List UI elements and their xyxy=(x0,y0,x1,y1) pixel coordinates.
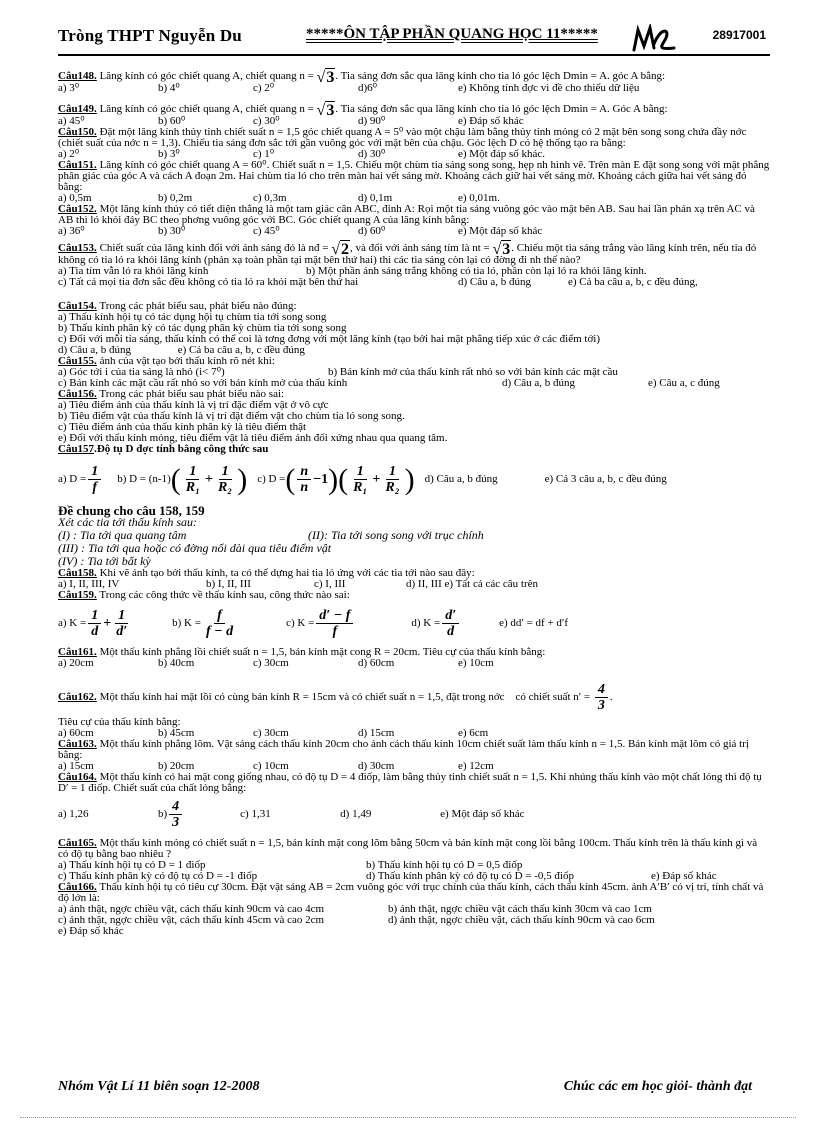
content-area xyxy=(58,68,770,937)
option-line: b) Tiêu điểm vật của thấu kính là vị trí đặt điểm vật cho chùm tia ló song song. xyxy=(58,410,405,422)
option-b: b) Bán kính mở của thấu kính rất nhỏ so với bán kính các mặt cầu xyxy=(328,366,618,378)
question-tail: . xyxy=(609,690,613,703)
option-a: a) 45⁰ xyxy=(58,115,85,127)
options-row xyxy=(58,226,770,237)
paren-close: ) xyxy=(328,462,339,496)
question-text-2: . Tia sáng đơn sắc qua lăng kính cho tia ló góc lệch Dmin = A. Góc A bằng: xyxy=(335,103,668,115)
option-c: c) 10cm xyxy=(253,760,289,772)
option-c: c) Tất cả mọi tia đơn sắc đều không có tia ló ra khỏi mặt bên thứ hai xyxy=(58,276,359,288)
option-a: a) Thấu kính hội tụ có D = 1 điốp xyxy=(58,859,206,871)
page-footer xyxy=(58,1077,770,1101)
question-161 xyxy=(58,647,770,669)
option-c: c) 1⁰ xyxy=(253,148,275,160)
option-b: b) 3⁰ xyxy=(158,148,180,160)
option-b: b) ảnh thật, ngợc chiều vật cách thấu kính 30cm và cao 1cm xyxy=(388,903,652,915)
option-e: e) 6cm xyxy=(458,727,489,739)
school-name: Tròng THPT Nguyễn Du xyxy=(58,26,242,45)
ray-i: (I) : Tia tới qua quang tâm xyxy=(58,528,187,542)
question-label: Câu154. xyxy=(58,300,97,312)
paren-open: ( xyxy=(338,462,349,496)
sqrt-symbol: √3 xyxy=(492,241,511,258)
option-line: a) Thấu kính hội tụ có tác dụng hội tụ chùm tia tới song song xyxy=(58,311,327,323)
question-text: Một thấu kính mỏng có chiết suất n = 1,5, bán kính mặt cong lõm bằng 50cm và bán kính mặt cong lồi bằng 100cm. Thấu kính trên là thấu kính gì và có độ tụ bằng bao nhiêu ? xyxy=(58,837,758,860)
option-e: e) Cả 3 câu a, b, c đều đúng xyxy=(544,472,667,485)
option-b: b) Thấu kính hội tụ có D = 0,5 điốp xyxy=(366,859,523,871)
option-b: b) K = xyxy=(172,616,201,629)
option-d: d) 1,49 xyxy=(340,807,372,820)
fraction-f-over-f-minus-d: $\frac{f}{f - d}$ xyxy=(205,607,234,639)
question-text: Trong các phát biểu sau phát biểu nào sai: xyxy=(96,388,285,400)
option-e: e) Không tính đợc vì đề cho thiếu dữ liệu xyxy=(458,82,640,94)
question-label: Câu153. xyxy=(58,242,97,254)
options-row xyxy=(58,658,770,669)
question-153 xyxy=(58,243,770,288)
option-d: d) ảnh thật, ngợc chiều vật, cách thấu kính 90cm và cao 6cm xyxy=(388,914,655,926)
question-text-2: . Tia sáng đơn sắc qua lăng kính cho tia ló góc lệch Dmin = A. góc A bằng: xyxy=(335,70,666,82)
option-b: b) Một phần ánh sáng trắng không có tia ló, phần còn lại ló ra khỏi lăng kính. xyxy=(306,265,647,277)
question-164 xyxy=(58,772,770,834)
fraction-one-over-r2: $\frac{1}{\text{R₂}}$ xyxy=(217,463,233,495)
option-b: b) 4⁰ xyxy=(158,82,180,94)
header-rule xyxy=(58,54,770,56)
option-c: c) 30cm xyxy=(253,727,289,739)
question-text: Thấu kính hội tụ có tiêu cự 30cm. Đặt vật sáng AB = 2cm vuông góc với trục chính của thấu kính, cách thấu kính 45cm. ảnh A′B′ có vị trí, tính chất và độ lớn là: xyxy=(58,881,764,904)
fraction-four-thirds: $\frac{4}{3}$ xyxy=(169,799,182,830)
option-e: e) Đáp số khác xyxy=(58,925,124,937)
question-text: Trong các phát biểu sau, phát biểu nào đúng: xyxy=(96,300,297,312)
fraction-n-over-nprime: $\frac{n}{n}$ xyxy=(297,464,311,495)
option-c: c) 1,31 xyxy=(240,807,271,820)
question-text: Lăng kính có góc chiết quang A = 60⁰. Chiết suất n = 1,5. Chiếu một chùm tia sáng song song, hẹp nh hình vẽ. Trên màn E đặt song song với mặt phẳng phân giác của góc A và cách A đoạn 2m. Hai chùm tia ló cho trên màn hai vết sáng mờ. Khoảng cách giữ hai vết sáng mờ. Khoảng cách giữa hai vết sáng đó bằng: xyxy=(58,159,770,193)
question-text: Trong các công thức về thấu kính sau, công thức nào sai: xyxy=(96,589,350,601)
page-header xyxy=(58,22,770,52)
section-title: Đề chung cho câu 158, 159 xyxy=(58,503,205,518)
question-text: Một thấu kính phẳng lõm. Vật sáng cách thấu kính 20cm cho ảnh cách thấu kính 10cm chiết suất làm thấu kính n = 1,5. Bán kính mặt lõm có giá trị bằng: xyxy=(58,738,749,761)
option-e: e) Một đáp số khác xyxy=(440,807,525,820)
option-d: d)6⁰ xyxy=(358,82,378,94)
question-label: Câu149. xyxy=(58,103,97,115)
option-e: e) Cả ba câu a, b, c đều đúng, xyxy=(568,276,698,288)
question-155 xyxy=(58,356,770,389)
option-a: a) Tia tím vẫn ló ra khỏi lăng kính xyxy=(58,265,209,277)
fraction-four-thirds: $\frac{4}{3}$ xyxy=(595,682,608,713)
spacer xyxy=(58,288,770,298)
question-label: Câu166. xyxy=(58,881,97,893)
formula-row xyxy=(58,459,770,499)
minus-one: −1 xyxy=(313,471,329,487)
option-c: c) 0,3m xyxy=(253,192,287,204)
question-text: Khi vẽ ảnh tạo bởi thấu kính, ta có thể dựng hai tia ló ứng với các tia tới nào sau đây: xyxy=(96,567,475,579)
option-a: a) 3⁰ xyxy=(58,82,80,94)
question-text: Lăng kính có góc chiết quang A, chiết quang n = xyxy=(96,103,317,115)
plus-sign: + xyxy=(372,471,381,487)
option-b: b) 40cm xyxy=(158,657,195,669)
sqrt-symbol: √3 xyxy=(316,102,335,119)
option-line: d) Câu a, b đúng e) Cả ba câu a, b, c đều đúng xyxy=(58,344,305,356)
fraction-one-over-dprime: $\frac{1}{d'}$ xyxy=(116,607,128,639)
question-text: ảnh của vật tạo bởi thấu kính rõ nét khi: xyxy=(96,355,275,367)
question-label: Câu156. xyxy=(58,388,97,400)
option-a: a) 2⁰ xyxy=(58,148,80,160)
option-line: c) Tiêu điểm ảnh của thấu kính phân kỳ là tiêu điểm thật xyxy=(58,421,307,433)
option-a: a) I, II, III, IV xyxy=(58,578,120,590)
option-b: b) I, II, III xyxy=(206,578,251,590)
question-148 xyxy=(58,71,770,94)
plus-sign: + xyxy=(204,471,213,487)
option-d: d) 30cm xyxy=(358,760,395,772)
question-label: Câu164. xyxy=(58,771,97,783)
logo-signature-icon xyxy=(630,24,680,54)
option-b: b) xyxy=(158,807,168,820)
option-c: c) 30⁰ xyxy=(253,115,280,127)
question-label: Câu148. xyxy=(58,70,97,82)
option-a: a) 15cm xyxy=(58,760,94,772)
question-165 xyxy=(58,838,770,882)
question-text: Một lăng kính thủy có tiết diện thẳng là một tam giác cân ABC, đỉnh A: Rọi một tia sáng vuông góc vào mặt bên AB. Sau hai lần phản xạ trên AC và AB thì ló khỏi đáy BC theo phơng vuông góc với BC. Góc chiết quang A của lăng kính bằng: xyxy=(58,203,755,226)
formula-row xyxy=(58,601,770,645)
question-label: Câu163. xyxy=(58,738,97,750)
options-row xyxy=(58,915,770,926)
document-title: *****ÔN TẬP PHẦN QUANG HỌC 11***** xyxy=(306,26,598,42)
option-d: d) 15cm xyxy=(358,727,395,739)
option-e: e) Một đáp số khác. xyxy=(458,148,546,160)
question-label: Câu162. xyxy=(58,690,97,703)
option-line: c) Đối với mỗi tia sáng, thấu kính có thể coi là tơng đơng với một lăng kính (tạo bởi hai mặt phẳng tiếp xúc ở các điểm tới) xyxy=(58,333,601,345)
option-d: d) Thấu kính phân kỳ có độ tụ có D = -0,5 điốp xyxy=(366,870,574,882)
document-code: 28917001 xyxy=(712,28,766,42)
options-row xyxy=(58,794,770,834)
footer-rule xyxy=(20,1117,796,1118)
option-c: c) Bán kính các mặt cầu rất nhỏ so với bán kính mở của thấu kính xyxy=(58,377,348,389)
ray-iii: (III) : Tia tới qua hoặc có đờng nối dài qua tiêu điểm vật xyxy=(58,541,332,555)
option-line: e) Đối với thấu kính mỏng, tiêu điểm vật là tiêu điểm ảnh đối xứng nhau qua quang tâm. xyxy=(58,432,448,444)
option-d: d) 30⁰ xyxy=(358,148,386,160)
question-text: Một thấu kính hai mặt lồi có cùng bán kính R = 15cm và có chiết suất n = 1,5, đặt trong nớc có chiết suất n′ = xyxy=(96,690,593,703)
option-line: b) Thấu kính phân kỳ có tác dụng phân kỳ chùm tia tới song song xyxy=(58,322,347,334)
option-e: e) Đáp số khác xyxy=(458,115,524,127)
option-b: b) D = (n-1) xyxy=(117,472,171,485)
fraction-one-over-d: $\frac{1}{d}$ xyxy=(88,608,101,639)
option-d: d) Câu a, b đúng xyxy=(424,472,498,485)
question-158 xyxy=(58,568,770,590)
question-label: Câu151. xyxy=(58,159,97,171)
question-159 xyxy=(58,590,770,645)
sqrt-symbol: √3 xyxy=(316,69,335,86)
option-e: e) Đáp số khác xyxy=(651,870,717,882)
option-line: a) Tiêu điểm ảnh của thấu kính là vị trí đặc điểm vật ở vô cực xyxy=(58,399,329,411)
question-text: Một thấu kính phẳng lồi chiết suất n = 1,5, bán kính mặt cong R = 20cm. Tiêu cự của thấu kính bằng: xyxy=(96,646,546,658)
option-b: b) 30⁰ xyxy=(158,225,186,237)
option-a: a) 0,5m xyxy=(58,192,92,204)
ray-iv: (IV) : Tia tới bất kỳ xyxy=(58,554,151,568)
plus-sign: + xyxy=(103,615,112,631)
options-row xyxy=(58,83,770,94)
question-152 xyxy=(58,204,770,237)
option-d: d) II, III e) Tất cả các câu trên xyxy=(406,578,539,590)
option-a: a) D = xyxy=(58,472,87,485)
option-c: c) D = xyxy=(257,472,286,485)
option-d: d) 60⁰ xyxy=(358,225,386,237)
sqrt-symbol: √2 xyxy=(331,241,350,258)
option-d: d) Câu a, b đúng xyxy=(458,276,532,288)
question-label: Câu159. xyxy=(58,589,97,601)
question-text-2: , và đối với ánh sáng tím là nt = xyxy=(350,242,493,254)
option-d: d) 0,1m xyxy=(358,192,393,204)
option-d: d) 60cm xyxy=(358,657,395,669)
question-label: Câu161. xyxy=(58,646,97,658)
option-e: e) Câu a, c đúng xyxy=(648,377,720,389)
question-151 xyxy=(58,160,770,204)
question-text: Lăng kính có góc chiết quang A, chiết quang n = xyxy=(96,70,317,82)
option-c: c) I, III xyxy=(314,578,346,590)
question-150 xyxy=(58,127,770,160)
question-166 xyxy=(58,882,770,937)
question-label: Câu155. xyxy=(58,355,97,367)
fraction-dprime-over-d: $\frac{d'}{d}$ xyxy=(442,608,459,639)
option-e: e) 0,01m. xyxy=(458,192,500,204)
question-text: Chiết suất của lăng kính đối với ánh sáng đỏ là nđ = xyxy=(96,242,332,254)
option-a: a) 60cm xyxy=(58,727,94,739)
paren-close: ) xyxy=(404,462,415,496)
option-d: d) Câu a, b đúng xyxy=(502,377,576,389)
fraction-one-over-r1: $\frac{1}{\text{R₁}}$ xyxy=(185,463,200,495)
question-text: Đặt một lăng kính thủy tinh chiết suất n = 1,5 góc chiết quang A = 5⁰ vào một chậu làm bằng thủy tinh mỏng có 2 mặt bên song song chứa đầy nớc (chiết suất của nớc n = 1,3). Chiếu tia sáng đơn sắc tới gần vuông góc với mặt bên của chậu. Góc lệch D có hệ thống tạo ra bằng: xyxy=(58,126,747,149)
option-a: a) 36⁰ xyxy=(58,225,85,237)
option-a: a) K = xyxy=(58,616,87,629)
question-subtext: Tiêu cự của thấu kính bằng: xyxy=(58,716,181,728)
options-row xyxy=(58,277,770,288)
footer-left: Nhóm Vật Lí 11 biên soạn 12-2008 xyxy=(58,1079,260,1094)
option-b: b) 0,2m xyxy=(158,192,193,204)
paren-open: ( xyxy=(170,462,181,496)
section-intro: Xét các tia tới thấu kính sau: xyxy=(58,515,198,529)
option-e: e) Một đáp số khác xyxy=(458,225,543,237)
question-label: Câu150. xyxy=(58,126,97,138)
question-label: Câu165. xyxy=(58,837,97,849)
option-c: c) 45⁰ xyxy=(253,225,280,237)
fraction-dprime-minus-f-over-f: $\frac{d' - f}{f}$ xyxy=(316,608,353,639)
footer-right: Chúc các em học giỏi- thành đạt xyxy=(563,1079,752,1094)
question-157 xyxy=(58,444,770,499)
question-154 xyxy=(58,301,770,356)
option-c: c) ảnh thật, ngợc chiều vật, cách thấu kính 45cm và cao 2cm xyxy=(58,914,325,926)
option-a: a) ảnh thật, ngợc chiều vật, cách thấu kính 90cm và cao 4cm xyxy=(58,903,325,915)
option-a: a) Góc tới i của tia sáng là nhỏ (i< 7⁰) xyxy=(58,366,225,378)
question-162 xyxy=(58,677,770,739)
question-text: .Độ tụ D đợc tính bằng công thức sau xyxy=(94,443,269,455)
option-e: e) dd′ = df + d′f xyxy=(499,616,568,629)
option-e: e) 10cm xyxy=(458,657,494,669)
option-c: c) 30cm xyxy=(253,657,289,669)
fraction-one-over-r2: $\frac{1}{\text{R₂}}$ xyxy=(385,463,400,495)
question-text-3: . Chiếu một tia sáng trắng vào lăng kính trên, nếu tia đỏ không có tia ló ra khỏi lăng kính (phản xạ toàn phần tại mặt bên thứ hai) thì các tia sáng còn lại có đờng đi nh thế nào? xyxy=(58,242,757,266)
paren-open: ( xyxy=(285,462,296,496)
question-149 xyxy=(58,104,770,127)
question-163 xyxy=(58,739,770,772)
option-b: b) 45cm xyxy=(158,727,195,739)
option-c: c) Thấu kính phân kỳ có độ tụ có D = -1 điốp xyxy=(58,870,258,882)
ray-ii: (II): Tia tới song song với trục chính xyxy=(308,528,484,542)
option-d: d) 90⁰ xyxy=(358,115,386,127)
question-label: Câu157 xyxy=(58,443,95,455)
option-c: c) 2⁰ xyxy=(253,82,275,94)
option-a: a) 20cm xyxy=(58,657,94,669)
question-label: Câu158. xyxy=(58,567,97,579)
question-line xyxy=(58,677,770,717)
question-text: Một thấu kính có hai mặt cong giống nhau, có độ tụ D = 4 điốp, làm bằng thủy tinh chiết suất n = 1,5. Khi nhúng thấu kính vào một chất lỏng thì độ tụ D′ = 1 điốp. Chiết suất của chất lỏng bằng: xyxy=(58,771,762,794)
fraction-one-over-r1: $\frac{1}{\text{R₁}}$ xyxy=(353,463,368,495)
option-d: d) K = xyxy=(411,616,441,629)
option-e: e) 12cm xyxy=(458,760,494,772)
question-label: Câu152. xyxy=(58,203,97,215)
option-a: a) 1,26 xyxy=(58,807,89,820)
fraction-one-over-f: $\frac{1}{f}$ xyxy=(88,464,101,495)
option-c: c) K = xyxy=(286,616,315,629)
option-b: b) 20cm xyxy=(158,760,195,772)
question-156 xyxy=(58,389,770,444)
option-b: b) 60⁰ xyxy=(158,115,186,127)
paren-close: ) xyxy=(237,462,248,496)
